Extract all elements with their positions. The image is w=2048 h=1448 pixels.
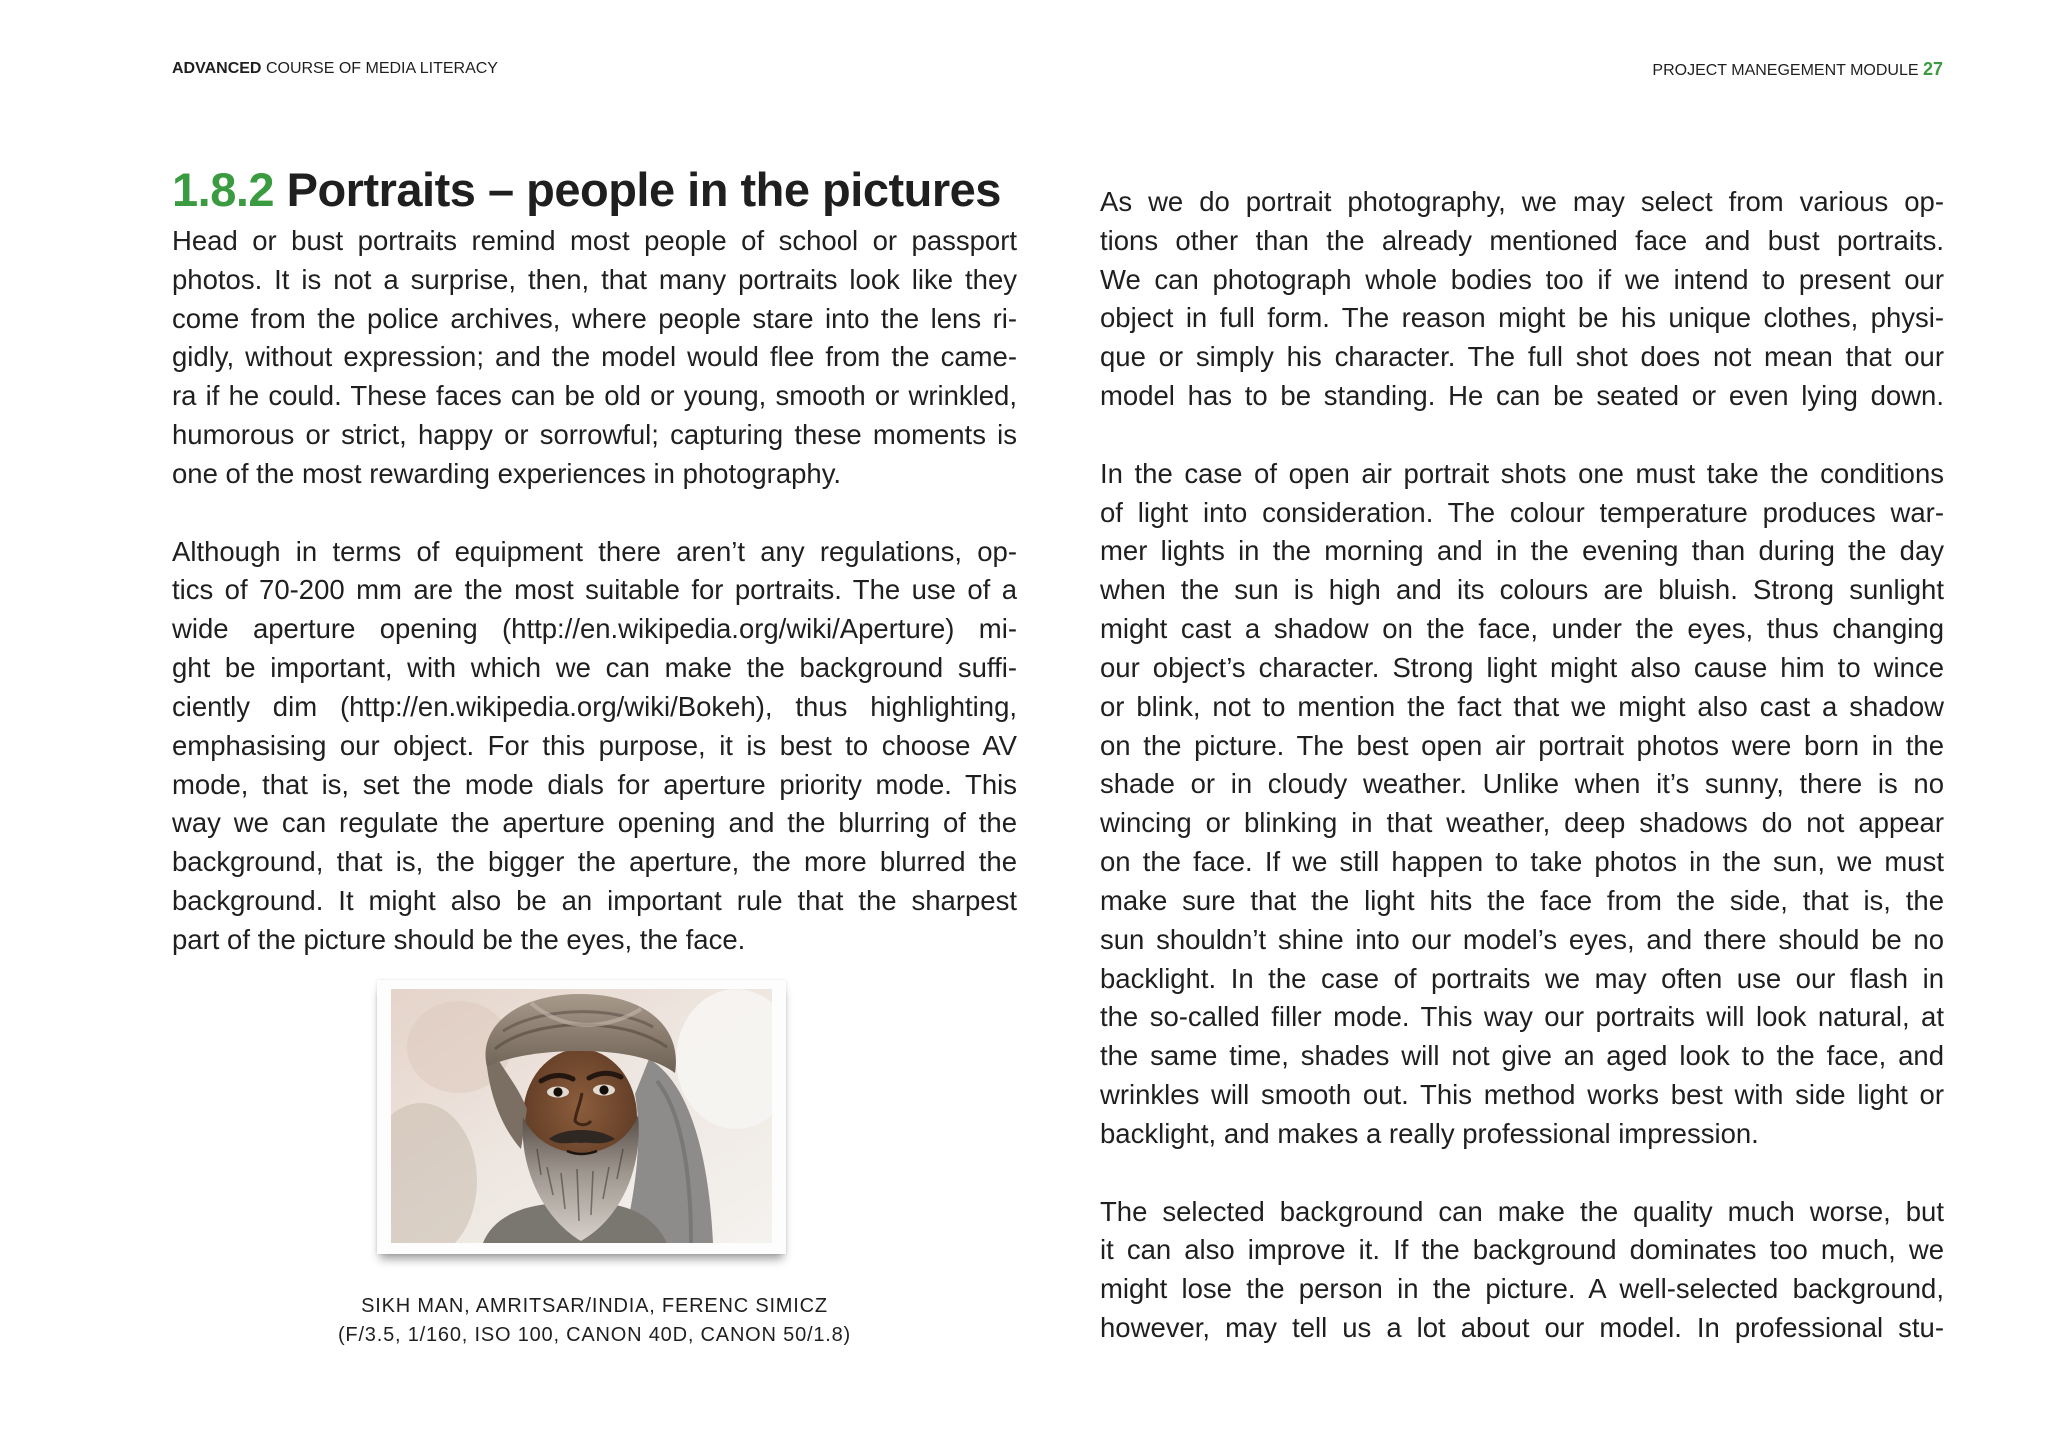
course-title-rest: COURSE OF MEDIA LITERACY [265, 60, 498, 77]
paragraph [1100, 455, 1944, 1154]
text-line: We can photograph whole bodies too if we intend to present our [1100, 263, 1944, 295]
text-line: gidly, without expression; and the model would flee from the came- [172, 341, 1017, 373]
section-title: Portraits – people in the pictures [286, 163, 1001, 216]
text-line: wincing or blinking in that weather, deep shadows do not appear [1100, 807, 1944, 839]
paragraph [1100, 1193, 1944, 1348]
text-line: tions other than the already mentioned face and bust portraits. [1100, 224, 1944, 256]
text-line: model has to be standing. He can be seated or even lying down. [1100, 380, 1944, 412]
text-line: emphasising our object. For this purpose, it is best to choose AV [172, 729, 1017, 761]
module-name: PROJECT MANEGEMENT MODULE [1652, 62, 1919, 79]
course-title [172, 59, 498, 79]
text-line: background. It might also be an important rule that the sharpest [172, 885, 1017, 917]
text-line: mer lights in the morning and in the evening than during the day [1100, 535, 1944, 567]
text-line: shade or in cloudy weather. Unlike when it’s sunny, there is no [1100, 768, 1944, 800]
text-line: wide aperture opening (http://en.wikipedia.org/wiki/Aperture) mi- [172, 613, 1017, 645]
text-line: Although in terms of equipment there aren’t any regulations, op- [172, 535, 1017, 567]
text-line: might lose the person in the picture. A well-selected background, [1100, 1273, 1944, 1305]
text-line: of light into consideration. The colour temperature produces war- [1100, 496, 1944, 528]
paragraph [1100, 183, 1944, 416]
text-line: one of the most rewarding experiences in photography. [172, 457, 842, 489]
text-line: tics of 70-200 mm are the most suitable for portraits. The use of a [172, 574, 1017, 606]
text-line: The selected background can make the quality much worse, but [1100, 1195, 1944, 1227]
paragraph [172, 533, 1017, 960]
text-line: might cast a shadow on the face, under the eyes, thus changing [1100, 613, 1944, 645]
text-line: on the face. If we still happen to take photos in the sun, we must [1100, 846, 1944, 878]
page-number: 27 [1922, 59, 1943, 79]
text-line: humorous or strict, happy or sorrowful; capturing these moments is [172, 419, 1017, 451]
text-line: photos. It is not a surprise, then, that many portraits look like they [172, 263, 1017, 295]
left-column [172, 222, 1017, 960]
text-line: it can also improve it. If the background dominates too much, we [1100, 1234, 1944, 1266]
text-line: ra if he could. These faces can be old or young, smooth or wrinkled, [172, 380, 1017, 412]
text-line: object in full form. The reason might be his unique clothes, physi- [1100, 302, 1944, 334]
text-line: que or simply his character. The full shot does not mean that our [1100, 341, 1944, 373]
text-line: As we do portrait photography, we may select from various op- [1100, 186, 1944, 217]
caption-line: SIKH MAN, AMRITSAR/INDIA, FERENC SIMICZ [361, 1295, 828, 1317]
text-line: Head or bust portraits remind most people of school or passport [172, 225, 1017, 256]
module-title [1652, 59, 1943, 81]
text-line: however, may tell us a lot about our model. In professional stu- [1100, 1312, 1944, 1344]
paragraph [172, 222, 1017, 494]
text-line: or blink, not to mention the fact that we might also cast a shadow [1100, 690, 1944, 722]
right-column [1100, 183, 1944, 1348]
text-line: our object’s character. Strong light might also cause him to wince [1100, 651, 1944, 683]
text-line: sun shouldn’t shine into our model’s eyes, and there should be no [1100, 923, 1944, 955]
text-line: come from the police archives, where people stare into the lens ri- [172, 302, 1017, 334]
caption-line: (F/3.5, 1/160, ISO 100, CANON 40D, CANON 50/1.8) [337, 1324, 852, 1346]
course-title-bold: ADVANCED [172, 60, 262, 77]
text-line: wrinkles will smooth out. This method works best with side light or [1100, 1079, 1944, 1111]
text-line: ght be important, with which we can make the background suffi- [172, 652, 1017, 684]
text-line: the so-called filler mode. This way our portraits will look natural, at [1100, 1001, 1944, 1033]
text-line: mode, that is, set the mode dials for aperture priority mode. This [172, 768, 1017, 800]
text-line: ciently dim (http://en.wikipedia.org/wiki/Bokeh), thus highlighting, [172, 690, 1017, 722]
portrait-photo [391, 989, 772, 1243]
section-number: 1.8.2 [172, 163, 275, 216]
section-heading [172, 162, 1001, 218]
figure-caption [172, 1292, 1017, 1350]
portrait-photo-frame [377, 980, 786, 1254]
text-line: make sure that the light hits the face from the side, that is, the [1100, 884, 1944, 916]
text-line: In the case of open air portrait shots one must take the conditions [1100, 457, 1944, 489]
text-line: when the sun is high and its colours are bluish. Strong sunlight [1100, 574, 1944, 606]
text-line: background, that is, the bigger the aperture, the more blurred the [172, 846, 1017, 878]
text-line: the same time, shades will not give an aged look to the face, and [1100, 1040, 1944, 1072]
text-line: part of the picture should be the eyes, the face. [172, 923, 746, 955]
text-line: way we can regulate the aperture opening and the blurring of the [172, 807, 1017, 839]
text-line: backlight, and makes a really professional impression. [1100, 1117, 1759, 1149]
text-line: backlight. In the case of portraits we may often use our flash in [1100, 962, 1944, 994]
text-line: on the picture. The best open air portrait photos were born in the [1100, 729, 1944, 761]
